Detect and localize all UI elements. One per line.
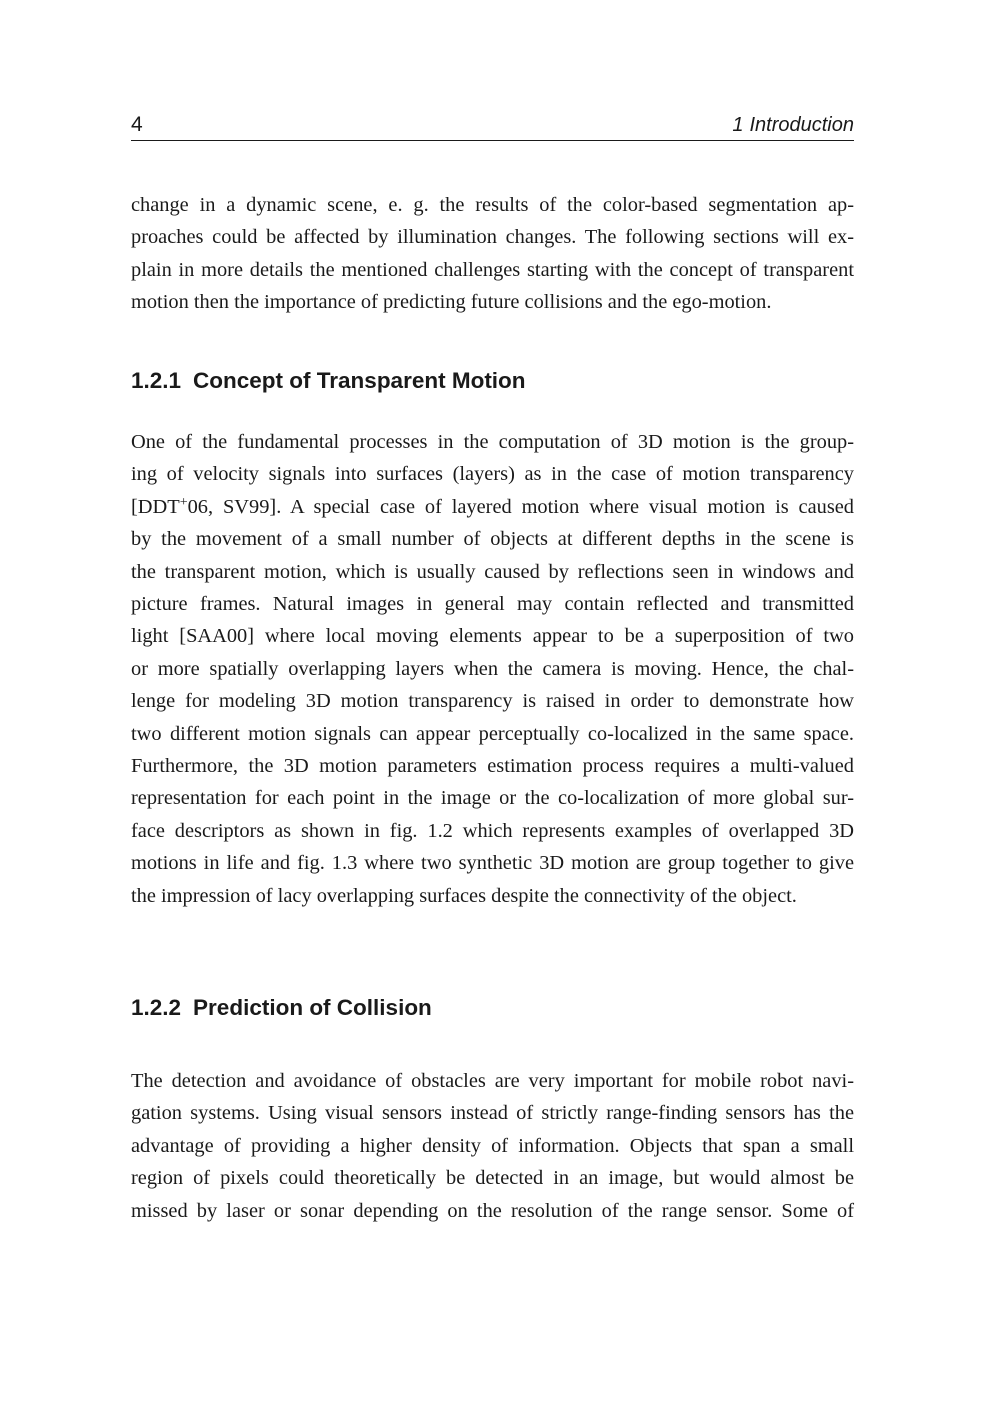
- text-line: two different motion signals can appear perceptually co-localized in the same space.: [131, 722, 854, 745]
- section-number: 1.2.1: [131, 368, 182, 393]
- page-header: [131, 112, 854, 141]
- text-line: motions in life and fig. 1.3 where two synthetic 3D motion are group together to give: [131, 852, 854, 875]
- text-line: proaches could be affected by illumination changes. The following sections will ex-: [131, 226, 854, 249]
- text-line: by the movement of a small number of objects at different depths in the scene is: [131, 528, 854, 551]
- text-line: Furthermore, the 3D motion parameters estimation process requires a multi-valued: [131, 755, 854, 778]
- citation-rest: 06, SV99]. A special case of layered motion where visual motion is caused: [187, 495, 854, 518]
- section-1-paragraph: [131, 426, 854, 912]
- text-line: lenge for modeling 3D motion transparency is raised in order to demonstrate how: [131, 690, 854, 713]
- text-line: face descriptors as shown in fig. 1.2 which represents examples of overlapped 3D: [131, 819, 854, 842]
- running-head: [732, 112, 854, 138]
- section-title: Prediction of Collision: [193, 995, 432, 1020]
- text-line: the impression of lacy overlapping surfaces despite the connectivity of the object.: [131, 884, 797, 907]
- text-line: gation systems. Using visual sensors instead of strictly range-finding sensors has the: [131, 1102, 854, 1125]
- text-line: picture frames. Natural images in general may contain reflected and transmitted: [131, 593, 854, 616]
- text-line-citation: [131, 491, 854, 523]
- text-line: region of pixels could theoretically be detected in an image, but would almost be: [131, 1167, 854, 1190]
- section-heading-1-2-2: [131, 993, 432, 1023]
- section-title: Concept of Transparent Motion: [193, 368, 526, 393]
- text-line: light [SAA00] where local moving elements appear to be a superposition of two: [131, 625, 854, 648]
- text-line: motion then the importance of predicting future collisions and the ego-motion.: [131, 291, 772, 314]
- intro-paragraph: [131, 189, 854, 319]
- text-line: missed by laser or sonar depending on the resolution of the range sensor. Some of: [131, 1199, 854, 1222]
- citation-prefix: [DDT: [131, 495, 180, 518]
- text-line: advantage of providing a higher density of information. Objects that span a small: [131, 1134, 854, 1157]
- text-line: One of the fundamental processes in the computation of 3D motion is the group-: [131, 431, 854, 453]
- section-heading-1-2-1: [131, 366, 526, 396]
- citation-superscript: +: [179, 494, 188, 510]
- text-line: ing of velocity signals into surfaces (layers) as in the case of motion transparency: [131, 463, 854, 486]
- text-line: change in a dynamic scene, e. g. the results of the color-based segmentation ap-: [131, 194, 854, 216]
- page-number: 4: [131, 113, 143, 136]
- text-line: the transparent motion, which is usually caused by reflections seen in windows and: [131, 560, 854, 583]
- text-line: representation for each point in the image or the co-localization of more global sur-: [131, 787, 854, 810]
- section-2-paragraph: [131, 1065, 854, 1227]
- text-line: plain in more details the mentioned challenges starting with the concept of transparent: [131, 258, 854, 281]
- text-line: The detection and avoidance of obstacles are very important for mobile robot navi-: [131, 1070, 854, 1092]
- chapter-title: Introduction: [749, 114, 854, 136]
- chapter-number: 1: [732, 114, 744, 136]
- section-number: 1.2.2: [131, 995, 182, 1020]
- text-line: or more spatially overlapping layers when the camera is moving. Hence, the chal-: [131, 657, 854, 680]
